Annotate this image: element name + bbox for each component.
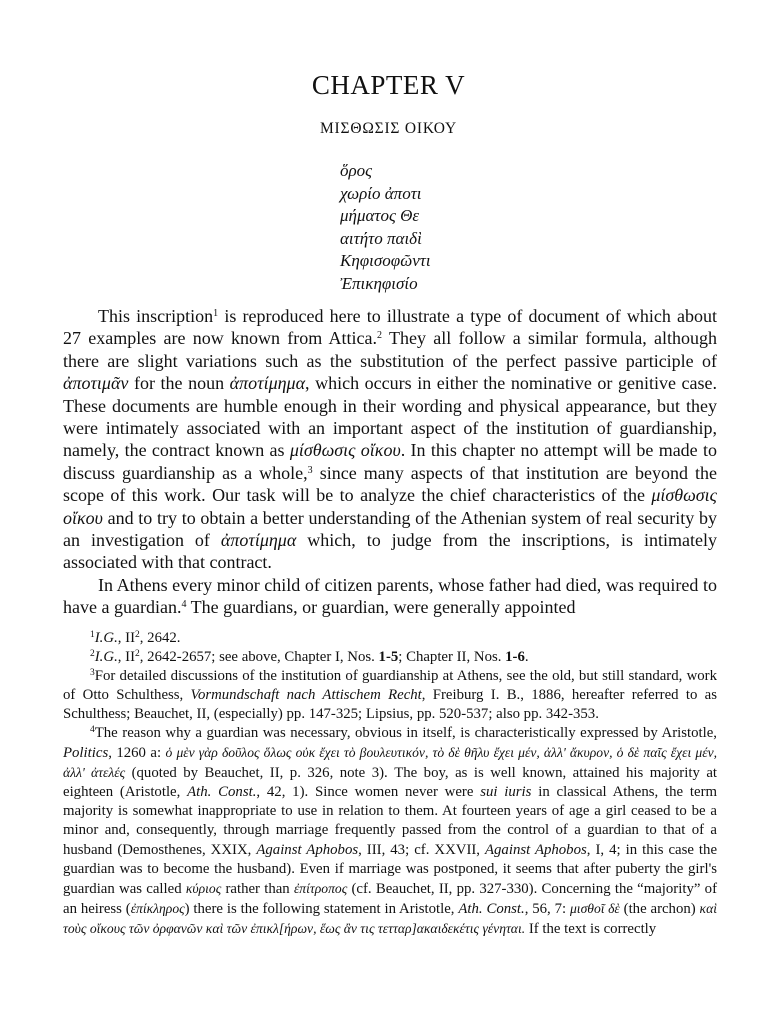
footnote-ref-4: 4 bbox=[181, 599, 187, 611]
chapter-title: CHAPTER V bbox=[311, 70, 466, 100]
text-run: Ath. Const. bbox=[187, 784, 257, 801]
text-run: Vormundschaft nach Attischem Recht bbox=[190, 687, 422, 704]
superscript: 2 bbox=[135, 649, 140, 660]
text-run: Politics bbox=[63, 745, 109, 762]
greek-quote: καὶ τοὺς οἴκους τῶν ὀρφανῶν καὶ τῶν ἐπικλ[ήρων, ἕως ἂν τις τετταρ]ακαιδεκέτις γένηται. bbox=[63, 900, 717, 936]
text-run: , which occurs in either the nominative or genitive case. These documents are humble enough in their wording and physical appearance, but they were intimately associated with an important aspect of the institution of guardianship, namely, the contract known as bbox=[63, 373, 717, 461]
text-run: I.G. bbox=[94, 649, 118, 666]
text-run: which, to judge from the inscriptions, is intimately associated with that contract. bbox=[63, 530, 717, 573]
footnote-ref-1: 1 bbox=[213, 308, 219, 319]
paragraph-2 bbox=[63, 574, 717, 619]
text-run: 1-5 bbox=[378, 649, 399, 666]
inscription-line: Κηφισοφῶντι bbox=[340, 251, 431, 270]
footnote-number: 4 bbox=[90, 725, 95, 736]
inscription-line: αιτήτο παιδὶ bbox=[340, 228, 422, 248]
text-run: Against Aphobos bbox=[485, 841, 587, 858]
text-run: sui iuris bbox=[480, 784, 532, 801]
text-run: , 2642-2657; see above, Chapter I, Nos. bbox=[139, 649, 379, 666]
text-run: 1-6 bbox=[505, 649, 525, 666]
greek-term: ἀποτίμημα bbox=[229, 373, 306, 394]
text-run: . bbox=[524, 649, 529, 666]
text-run: , I, 4; in this case the guardian was to become the husband). Even if marriage was postponed, it seems that after puberty the girl's guardian was called bbox=[63, 841, 718, 897]
footnote-1 bbox=[63, 629, 717, 648]
inscription-block bbox=[340, 160, 431, 295]
footnote-number: 1 bbox=[90, 630, 95, 640]
greek-term: μισθοῖ δὲ bbox=[569, 900, 620, 916]
text-run: This inscription bbox=[98, 306, 214, 326]
text-run: , II bbox=[117, 630, 136, 646]
footnote-2 bbox=[63, 648, 717, 667]
chapter-subtitle: ΜΙΣΘΩΣΙΣ ΟΙΚΟΥ bbox=[319, 120, 458, 137]
text-run: Against Aphobos bbox=[256, 841, 359, 858]
footnote-number: 2 bbox=[90, 649, 95, 660]
text-run: For detailed discussions of the institution of guardianship at Athens, see the old, but still standard, work of Otto Schulthess, bbox=[63, 668, 717, 704]
text-run: , III, 43; cf. XXVII, bbox=[358, 841, 485, 858]
body-text bbox=[63, 305, 717, 619]
text-run: rather than bbox=[221, 880, 294, 897]
greek-quote: ὁ μὲν γὰρ δοῦλος ὅλως οὐκ ἔχει τὸ βουλευτικόν, τὸ δὲ θῆλυ ἔχει μέν, ἀλλ' ἄκυρον, ὁ δὲ παῖς ἔχει μέν, ἀλλ' ἀτελές bbox=[63, 745, 717, 781]
greek-term: μίσθωσις οἴκου bbox=[63, 485, 717, 528]
text-run: since many aspects of that institution are beyond the scope of this work. Our task will be to analyze the chief characteristics of the bbox=[63, 462, 717, 506]
greek-term: μίσθωσις οἴκου bbox=[289, 440, 401, 461]
greek-term: κύριος bbox=[185, 880, 222, 896]
greek-term: ἀποτιμᾶν bbox=[63, 373, 129, 394]
text-run: , II bbox=[117, 649, 136, 666]
paragraph-1 bbox=[63, 305, 717, 574]
text-run: , 2642. bbox=[139, 630, 181, 646]
text-run: . In this chapter no attempt will be made to discuss guardianship as a whole, bbox=[63, 440, 717, 483]
greek-term: ἐπίκληρος bbox=[130, 900, 185, 916]
text-run: is reproduced here to illustrate a type of document of which about 27 examples are now known from Attica. bbox=[63, 306, 717, 349]
text-run: (the archon) bbox=[619, 900, 700, 917]
footnote-number: 3 bbox=[90, 668, 95, 679]
text-run: (quoted by Beauchet, II, p. 326, note 3). The boy, as is well known, attained his majority at eighteen (Aristotle, bbox=[63, 765, 717, 801]
text-run: Ath. Const. bbox=[458, 900, 525, 917]
footnotes bbox=[63, 629, 717, 939]
inscription-line: ὅρος bbox=[340, 161, 373, 180]
footnote-ref-2: 2 bbox=[377, 330, 383, 342]
text-run: In Athens every minor child of citizen parents, whose father had died, was required to have a guardian. bbox=[63, 574, 717, 618]
text-run: , 56, 7: bbox=[524, 900, 570, 917]
footnote-3 bbox=[63, 667, 717, 724]
superscript: 2 bbox=[135, 630, 140, 640]
text-run: , 1260 a: bbox=[108, 745, 166, 762]
footnote-ref-3: 3 bbox=[307, 464, 313, 476]
footnote-4 bbox=[63, 724, 717, 939]
inscription-line: μήματος Θε bbox=[340, 206, 420, 225]
text-run: The guardians, or guardian, were generally appointed bbox=[186, 597, 576, 618]
text-run: I.G. bbox=[94, 630, 118, 646]
text-run: ; Chapter II, Nos. bbox=[398, 649, 506, 666]
inscription-line: χωρίο ἀποτι bbox=[340, 183, 422, 203]
inscription-line: Ἐπικηφισίο bbox=[340, 273, 418, 293]
text-run: ) there is the following statement in Aristotle, bbox=[184, 900, 459, 917]
greek-term: ἐπίτροπος bbox=[293, 880, 348, 896]
greek-term: ἀποτίμημα bbox=[220, 530, 297, 551]
text-run: (cf. Beauchet, II, pp. 327-330). Concerning the “majority” of an heiress ( bbox=[63, 880, 717, 917]
text-run: They all follow a similar formula, although there are slight variations such as the substitution of the perfect passive participle of bbox=[63, 328, 717, 371]
text-run: , Freiburg I. B., 1886, hereafter referred to as Schulthess; Beauchet, II, (especially) pp. 147-325; Lipsius, pp. 520-537; also pp. 342-353. bbox=[63, 687, 717, 723]
text-run: The reason why a guardian was necessary, obvious in itself, is characteristically expressed by Aristotle, bbox=[94, 725, 717, 742]
text-run: If the text is correctly bbox=[525, 920, 657, 937]
text-run: and to try to obtain a better understanding of the Athenian system of real security by an investigation of bbox=[63, 507, 717, 551]
text-run: for the noun bbox=[128, 373, 230, 394]
text-run: in classical Athens, the term majority is somewhat inappropriate to use in relation to them. At fourteen years of age a girl ceased to be a minor and, consequently, through marriage frequently passed from the control of a guardian to that of a husband (Demosthenes, XXIX, bbox=[63, 784, 718, 858]
text-run: , 42, 1). Since women never were bbox=[256, 784, 481, 801]
